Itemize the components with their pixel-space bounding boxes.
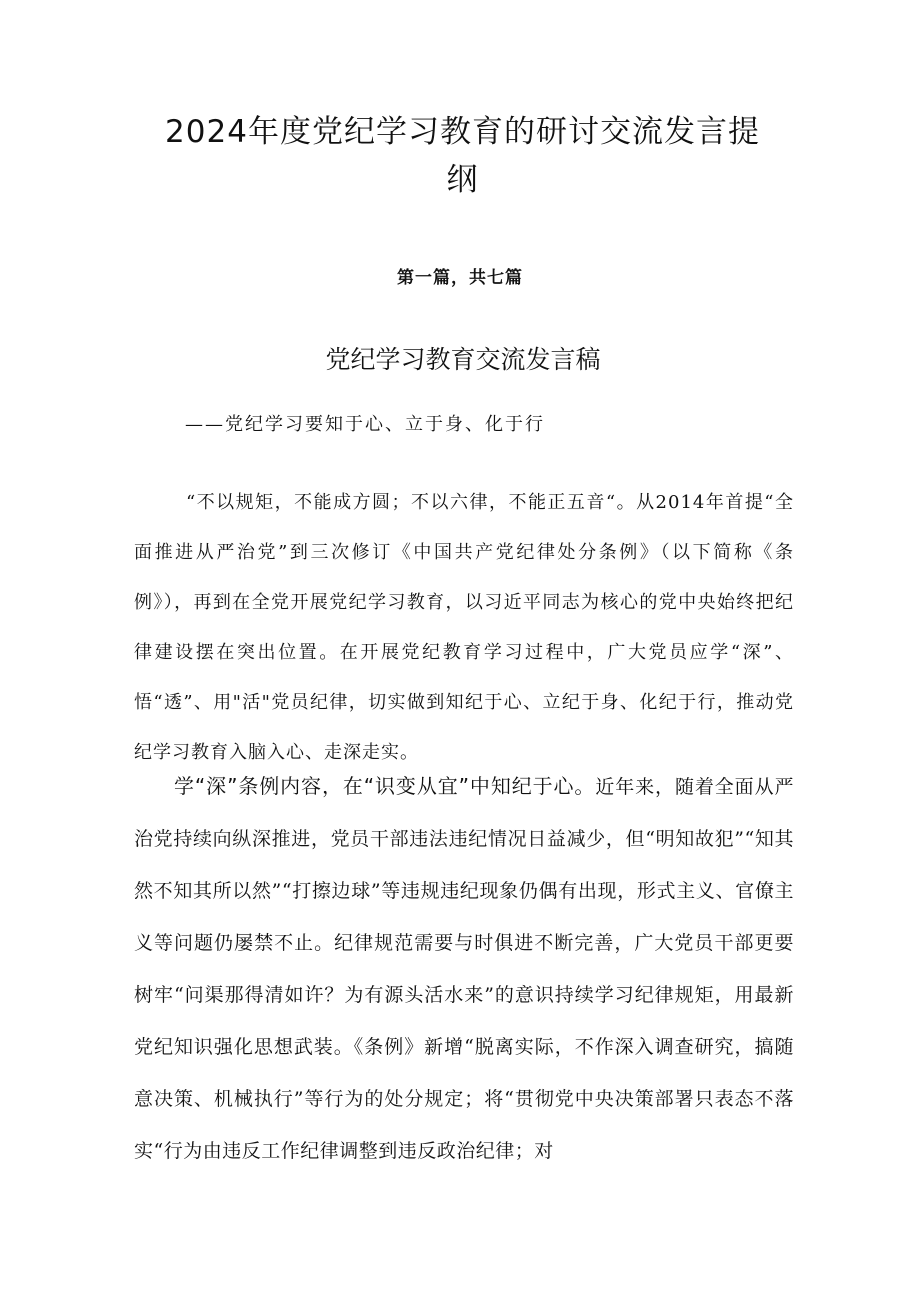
body-paragraph-1: “不以规矩，不能成方圆；不以六律，不能正五音“。从2014年首提“全面推进从严治党”到三次修订《中国共产党纪律处分条例》（以下简称《条例》），再到在全党开展党纪学习教育，以习近平同志为核心的党中央始终把纪律建设摆在突出位置。在开展党纪教育学习过程中，广大党员应学“深”、悟“透”、用"活"党员纪律，切实做到知纪于心、立纪于身、化纪于行，推动党纪学习教育入脑入心、走深走实。	[134, 492, 794, 763]
section-label: 第一篇，共七篇	[397, 268, 523, 288]
document-title: 2024年度党纪学习教育的研讨交流发言提纲	[165, 114, 760, 198]
paragraph-body-text: 近年来，随着全面从严治党持续向纵深推进，党员干部违法违纪情况日益减少，但“明知故犯”“知其然不知其所以然”“打擦边球”等违规违纪现象仍偶有出现，形式主义、官僚主义等问题仍屡禁不止。纪律规范需要与时俱进不断完善，广大党员干部更要树牢“问渠那得清如许？为有源头活水来”的意识持续学习纪律规矩，用最新党纪知识强化思想武装。《条例》新增“脱离实际，不作深入调查研究，搞随意决策、机械执行”等行为的处分规定；将“贯彻党中央决策部署只表态不落实“行为由违反工作纪律调整到违反政治纪律；对	[134, 776, 794, 1162]
speech-title: 党纪学习教育交流发言稿	[325, 345, 601, 374]
body-paragraph-2	[134, 760, 794, 1177]
paragraph-lead-sentence: 学“深”条例内容，在“识变从宜”中知纪于心。	[174, 774, 596, 798]
speech-subtitle: ——党纪学习要知于心、立于身、化于行	[185, 414, 545, 435]
